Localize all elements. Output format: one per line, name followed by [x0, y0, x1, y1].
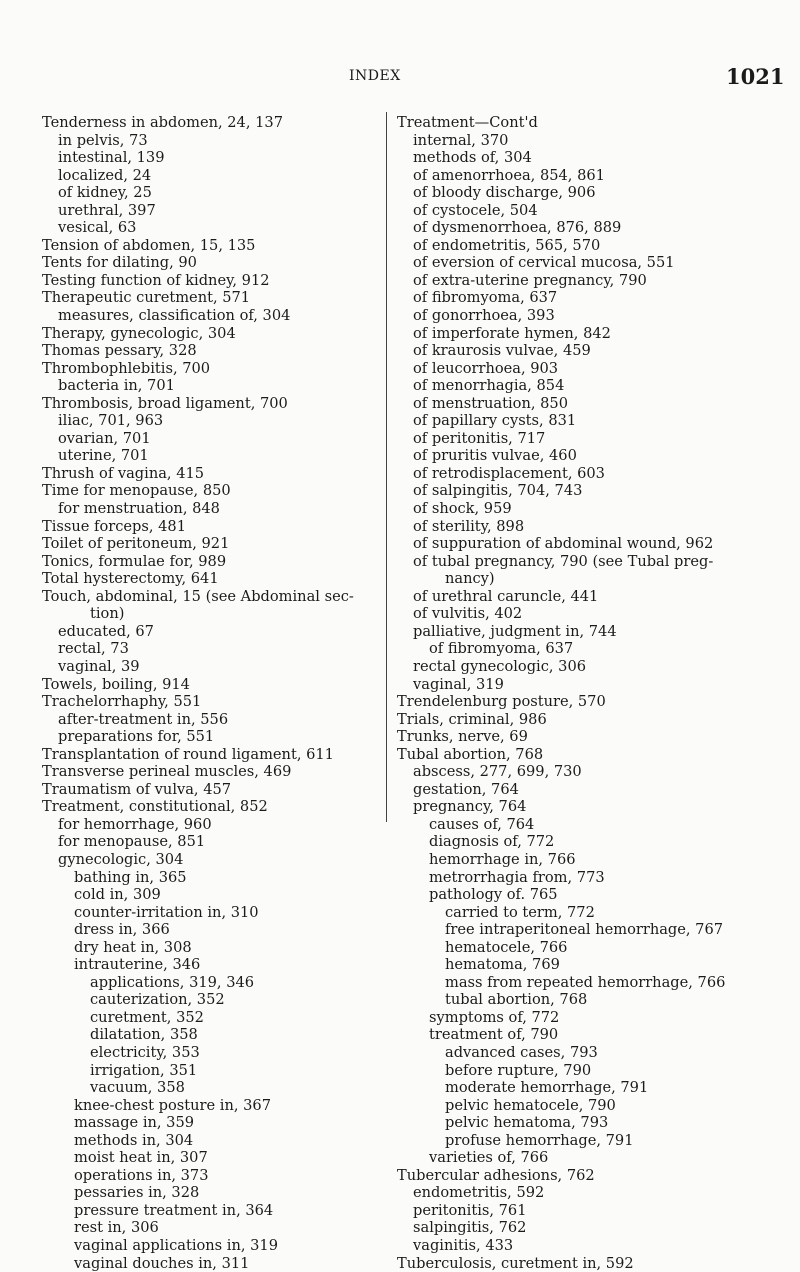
index-entry: of leucorrhoea, 903	[413, 359, 559, 377]
index-entry: Touch, abdominal, 15 (see Abdominal sec-	[42, 587, 354, 605]
index-entry: massage in, 359	[74, 1114, 195, 1132]
index-entry: rectal, 73	[58, 640, 129, 658]
index-entry: of gonorrhoea, 393	[413, 307, 555, 325]
index-entry: causes of, 764	[429, 815, 535, 833]
index-entry: profuse hemorrhage, 791	[445, 1131, 634, 1149]
index-entry: hematoma, 769	[445, 956, 560, 974]
index-entry: ovarian, 701	[58, 429, 151, 447]
index-entry: Tenderness in abdomen, 24, 137	[42, 114, 283, 131]
index-entry: urethral, 397	[58, 201, 156, 219]
index-entry: of sterility, 898	[413, 517, 525, 535]
index-entry: Tubercular adhesions, 762	[397, 1166, 595, 1184]
index-entry: vaginitis, 433	[413, 1237, 514, 1254]
index-entry: gestation, 764	[413, 780, 519, 798]
index-entry: bacteria in, 701	[58, 377, 175, 395]
index-entry: rest in, 306	[74, 1219, 159, 1237]
index-entry: of fibromyoma, 637	[413, 289, 558, 307]
index-entry: of suppuration of abdominal wound, 962	[413, 535, 714, 553]
column-divider	[386, 112, 387, 822]
index-entry: of papillary cysts, 831	[413, 412, 577, 430]
index-entry: of tubal pregnancy, 790 (see Tubal preg-	[413, 552, 714, 570]
index-entry: of pruritis vulvae, 460	[413, 447, 577, 465]
index-entry: Transverse perineal muscles, 469	[42, 763, 292, 781]
index-entry: Tubal abortion, 768	[397, 745, 544, 763]
index-entry: localized, 24	[58, 166, 152, 184]
index-entry: after-treatment in, 556	[58, 710, 229, 728]
index-entry: of menstruation, 850	[413, 394, 568, 412]
index-entry: operations in, 373	[74, 1166, 209, 1184]
index-entry: preparations for, 551	[58, 728, 215, 746]
index-entry: of shock, 959	[413, 500, 512, 518]
index-entry: treatment of, 790	[429, 1026, 559, 1044]
index-entry: of kidney, 25	[58, 184, 152, 202]
index-entry: methods in, 304	[74, 1131, 194, 1149]
index-entry: for hemorrhage, 960	[58, 815, 212, 833]
index-entry: Treatment, constitutional, 852	[42, 798, 268, 816]
index-entry: salpingitis, 762	[413, 1219, 527, 1237]
index-entry: pessaries in, 328	[74, 1184, 200, 1202]
page-header	[0, 64, 800, 94]
index-entry: of extra-uterine pregnancy, 790	[413, 271, 647, 289]
index-entry: of endometritis, 565, 570	[413, 236, 601, 254]
index-entry: Thrombophlebitis, 700	[42, 359, 211, 377]
index-entry: palliative, judgment in, 744	[413, 622, 617, 640]
index-entry: Trachelorrhaphy, 551	[42, 693, 202, 711]
index-entry: vesical, 63	[58, 219, 137, 237]
index-entry: Transplantation of round ligament, 611	[42, 745, 334, 763]
index-entry: of imperforate hymen, 842	[413, 324, 611, 342]
index-entry: metrorrhagia from, 773	[429, 868, 605, 886]
index-entry: of menorrhagia, 854	[413, 377, 565, 395]
index-entry: Trials, criminal, 986	[397, 710, 547, 728]
index-entry: of eversion of cervical mucosa, 551	[413, 254, 675, 272]
index-entry: tubal abortion, 768	[445, 991, 588, 1009]
index-entry: Traumatism of vulva, 457	[42, 780, 232, 798]
index-entry: mass from repeated hemorrhage, 766	[445, 973, 726, 991]
index-entry: Thrush of vagina, 415	[42, 464, 205, 482]
index-entry: endometritis, 592	[413, 1184, 545, 1202]
index-entry: measures, classification of, 304	[58, 307, 291, 325]
index-entry: gynecologic, 304	[58, 850, 184, 868]
index-entry: of fibromyoma, 637	[429, 640, 574, 658]
index-entry: diagnosis of, 772	[429, 833, 555, 851]
index-entry: Thomas pessary, 328	[42, 342, 197, 360]
index-entry: Tonics, formulae for, 989	[42, 552, 227, 570]
index-entry: of vulvitis, 402	[413, 605, 523, 623]
index-entry: Towels, boiling, 914	[42, 675, 190, 693]
index-entry: irrigation, 351	[90, 1061, 198, 1079]
index-entry: pregnancy, 764	[413, 798, 527, 816]
index-entry: before rupture, 790	[445, 1061, 592, 1079]
index-entry: vaginal, 319	[413, 675, 504, 693]
index-entry: Therapeutic curetment, 571	[42, 289, 251, 307]
index-entry: abscess, 277, 699, 730	[413, 763, 582, 781]
index-entry: Total hysterectomy, 641	[42, 570, 219, 588]
index-entry: cauterization, 352	[90, 991, 225, 1009]
index-entry: moist heat in, 307	[74, 1149, 208, 1167]
index-entry: curetment, 352	[90, 1008, 204, 1026]
index-entry: Trunks, nerve, 69	[397, 728, 528, 746]
index-entry: Testing function of kidney, 912	[42, 271, 270, 289]
index-entry: of retrodisplacement, 603	[413, 464, 605, 482]
page-number: 1021	[726, 64, 785, 89]
index-entry: pelvic hematoma, 793	[445, 1114, 609, 1132]
index-entry: moderate hemorrhage, 791	[445, 1079, 649, 1097]
index-entry: cold in, 309	[74, 886, 161, 904]
running-head: INDEX	[349, 68, 401, 84]
index-entry: applications, 319, 346	[90, 973, 255, 991]
index-column-right	[397, 114, 782, 1272]
index-entry: counter-irritation in, 310	[74, 903, 259, 921]
index-entry: of bloody discharge, 906	[413, 184, 596, 202]
index-entry: Time for menopause, 850	[42, 482, 231, 500]
index-entry: of dysmenorrhoea, 876, 889	[413, 219, 622, 237]
index-entry: vaginal, 39	[58, 657, 140, 675]
index-entry: free intraperitoneal hemorrhage, 767	[445, 921, 724, 939]
index-entry: dry heat in, 308	[74, 938, 192, 956]
index-entry: vacuum, 358	[90, 1079, 185, 1097]
index-entry: Therapy, gynecologic, 304	[42, 324, 236, 342]
index-entry: intestinal, 139	[58, 149, 165, 167]
index-entry: in pelvis, 73	[58, 131, 148, 149]
index-entry: pelvic hematocele, 790	[445, 1096, 616, 1114]
index-entry: hematocele, 766	[445, 938, 568, 956]
index-entry: carried to term, 772	[445, 903, 595, 921]
index-entry: educated, 67	[58, 622, 154, 640]
index-entry: dress in, 366	[74, 921, 170, 939]
index-entry: Toilet of peritoneum, 921	[42, 535, 230, 553]
index-entry: intrauterine, 346	[74, 956, 201, 974]
index-entry: symptoms of, 772	[429, 1008, 560, 1026]
index-entry: of peritonitis, 717	[413, 429, 546, 447]
index-entry: Tuberculosis, curetment in, 592	[397, 1254, 634, 1272]
index-entry: uterine, 701	[58, 447, 149, 465]
index-entry: dilatation, 358	[90, 1026, 198, 1044]
index-entry: Tissue forceps, 481	[42, 517, 186, 535]
index-entry: iliac, 701, 963	[58, 412, 164, 430]
index-entry: Trendelenburg posture, 570	[397, 693, 606, 711]
index-entry: bathing in, 365	[74, 868, 187, 886]
index-entry: pressure treatment in, 364	[74, 1201, 274, 1219]
index-entry: knee-chest posture in, 367	[74, 1096, 271, 1114]
index-entry: tion)	[90, 605, 125, 623]
index-entry: methods of, 304	[413, 149, 532, 167]
index-entry: of kraurosis vulvae, 459	[413, 342, 591, 360]
index-entry: Tension of abdomen, 15, 135	[42, 236, 256, 254]
index-entry: of salpingitis, 704, 743	[413, 482, 583, 500]
index-entry: electricity, 353	[90, 1043, 200, 1061]
index-entry: rectal gynecologic, 306	[413, 657, 587, 675]
index-entry: nancy)	[445, 570, 495, 588]
index-entry: hemorrhage in, 766	[429, 850, 576, 868]
index-entry: peritonitis, 761	[413, 1201, 527, 1219]
index-entry: internal, 370	[413, 131, 509, 149]
index-entry: varieties of, 766	[429, 1149, 549, 1167]
index-entry: pathology of. 765	[429, 886, 558, 904]
index-entry: for menstruation, 848	[58, 500, 220, 518]
index-entry: Thrombosis, broad ligament, 700	[42, 394, 288, 412]
index-entry: for menopause, 851	[58, 833, 206, 851]
index-column-left	[42, 114, 382, 1272]
index-entry: of cystocele, 504	[413, 201, 538, 219]
index-entry: Treatment—Cont'd	[397, 114, 538, 131]
index-entry: of amenorrhoea, 854, 861	[413, 166, 605, 184]
index-entry: vaginal douches in, 311	[74, 1254, 250, 1272]
index-entry: vaginal applications in, 319	[74, 1237, 278, 1254]
index-entry: Tents for dilating, 90	[42, 254, 197, 272]
index-entry: of urethral caruncle, 441	[413, 587, 599, 605]
index-entry: advanced cases, 793	[445, 1043, 598, 1061]
